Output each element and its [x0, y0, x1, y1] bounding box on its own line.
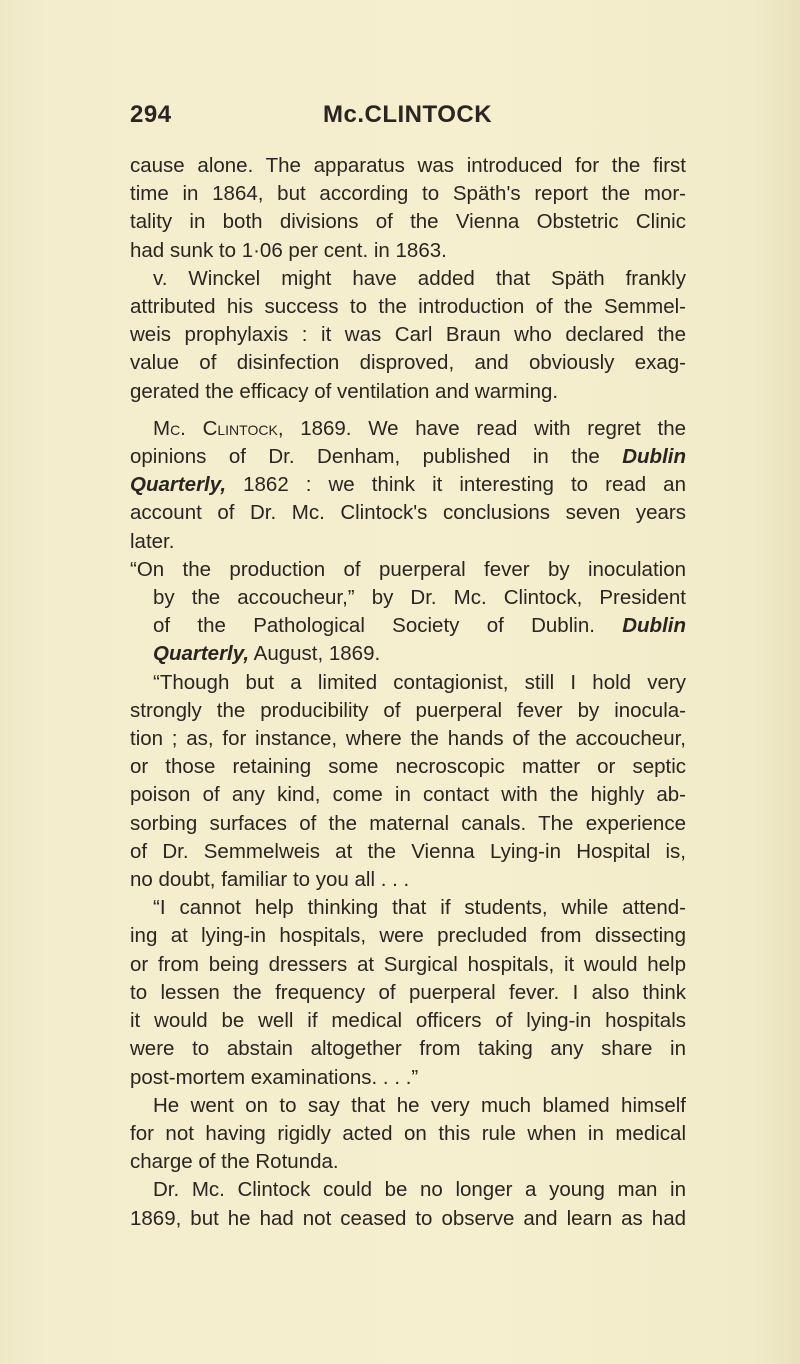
- paragraph-7: [130, 1092, 686, 1177]
- text-line: [130, 443, 686, 471]
- journal-title: Quarterly,: [153, 642, 250, 666]
- text-span: 1862 : we think it interesting to read an: [226, 473, 686, 497]
- page-number: 294: [130, 101, 172, 128]
- text-line: ing at lying-in hospitals, were precluded from dissecting: [130, 924, 686, 948]
- text-line: post-mortem examinations. . . .”: [130, 1065, 419, 1089]
- text-line: “On the production of puerperal fever by inoculation: [130, 557, 686, 581]
- text-line: sorbing surfaces of the maternal canals. The experience: [130, 811, 686, 835]
- quote-paragraph-1: [130, 669, 686, 895]
- text-line: strongly the producibility of puerperal fever by inocula-: [130, 698, 686, 722]
- text-line: [130, 612, 686, 640]
- paragraph-3: [130, 415, 686, 556]
- text-line: attributed his success to the introduction of the Semmel-: [130, 295, 686, 319]
- text-span: August, 1869.: [249, 642, 381, 666]
- quote-paragraph-2: [130, 894, 686, 1091]
- text-line: account of Dr. Mc. Clintock's conclusions seven years: [130, 501, 686, 525]
- author-name: Mc. Clintock: [153, 416, 278, 440]
- text-line: weis prophylaxis : it was Carl Braun who declared the: [130, 323, 686, 347]
- text-line: it would be well if medical officers of lying-in hospitals: [130, 1009, 686, 1033]
- body-text: [130, 152, 686, 1233]
- text-line: of Dr. Semmelweis at the Vienna Lying-in Hospital is,: [130, 839, 686, 863]
- text-span: of the Pathological Society of Dublin.: [153, 614, 595, 638]
- running-head: Mc.CLINTOCK: [323, 101, 493, 128]
- text-line: or those retaining some necroscopic matter or septic: [130, 755, 686, 779]
- text-line: gerated the efficacy of ventilation and warming.: [130, 379, 559, 403]
- citation-paragraph: [130, 556, 686, 669]
- text-line: poison of any kind, come in contact with the highly ab-: [130, 783, 686, 807]
- text-line: Dr. Mc. Clintock could be no longer a young man in: [153, 1178, 686, 1202]
- text-line: or from being dressers at Surgical hospitals, it would help: [130, 952, 686, 976]
- text-line: cause alone. The apparatus was introduced for the first: [130, 154, 686, 177]
- text-line: time in 1864, but according to Späth's report the mor-: [130, 182, 686, 206]
- text-span: , 1869. We have read with regret the: [277, 416, 687, 440]
- text-line: tion ; as, for instance, where the hands of the accoucheur,: [130, 727, 686, 751]
- text-line: “I cannot help thinking that if students, while attend-: [153, 896, 686, 920]
- text-line: by the accoucheur,” by Dr. Mc. Clintock, President: [153, 586, 686, 610]
- text-line: [130, 471, 686, 499]
- text-line: v. Winckel might have added that Späth frankly: [153, 266, 686, 290]
- text-span: opinions of Dr. Denham, published in the: [130, 445, 600, 469]
- journal-title: Dublin: [622, 614, 686, 638]
- text-line: He went on to say that he very much blamed himself: [153, 1093, 686, 1117]
- text-line: for not having rigidly acted on this rule when in medical: [130, 1121, 686, 1145]
- paragraph-1: [130, 152, 686, 265]
- journal-title: Dublin: [622, 445, 686, 469]
- text-line: no doubt, familiar to you all . . .: [130, 868, 410, 892]
- text-line: value of disinfection disproved, and obviously exag-: [130, 351, 686, 375]
- text-line: [130, 415, 686, 443]
- paragraph-8: [130, 1176, 686, 1232]
- text-line: [130, 640, 686, 668]
- text-line: tality in both divisions of the Vienna Obstetric Clinic: [130, 210, 686, 234]
- text-line: 1869, but he had not ceased to observe and learn as had: [130, 1206, 686, 1230]
- text-line: to lessen the frequency of puerperal fever. I also think: [130, 980, 686, 1004]
- text-line: later.: [130, 529, 175, 553]
- journal-title: Quarterly,: [130, 473, 227, 497]
- text-line: charge of the Rotunda.: [130, 1150, 339, 1174]
- text-line: “Though but a limited contagionist, still I hold very: [153, 670, 686, 694]
- text-line: had sunk to 1·06 per cent. in 1863.: [130, 238, 447, 262]
- paragraph-2: [130, 265, 686, 406]
- page-header: [130, 101, 690, 131]
- text-line: were to abstain altogether from taking any share in: [130, 1037, 686, 1061]
